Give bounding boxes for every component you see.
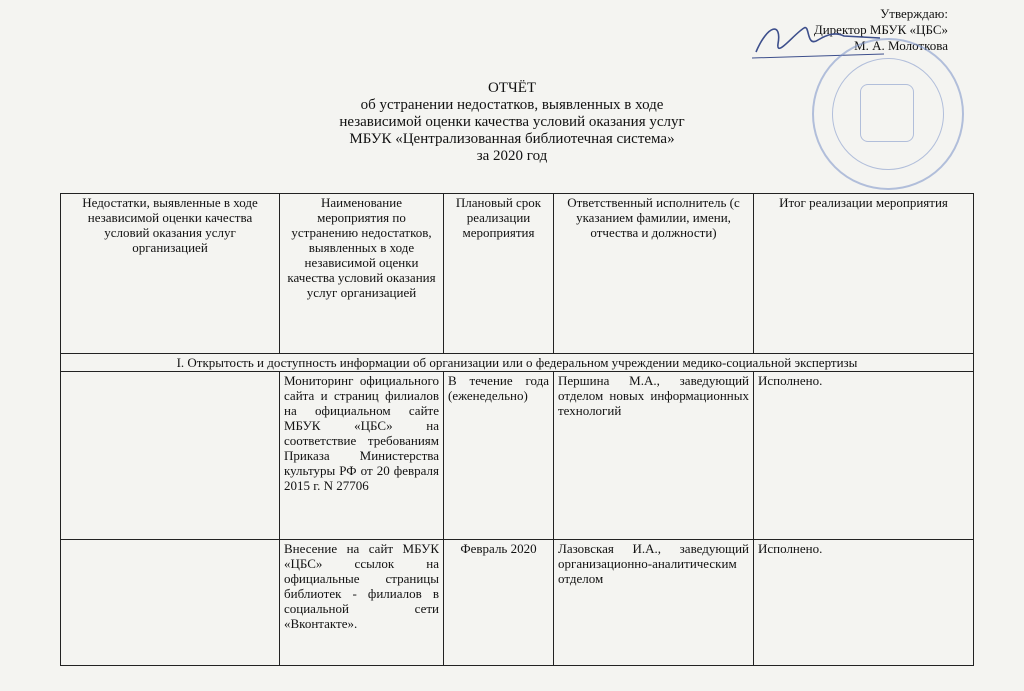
cell-measure: Внесение на сайт МБУК «ЦБС» ссылок на официальные страницы библиотек - филиалов в социальной сети «Вконтакте». — [280, 540, 444, 666]
cell-deadline: В течение года (еженедельно) — [444, 372, 554, 540]
approval-name: М. А. Молоткова — [854, 38, 948, 53]
cell-deadline: Февраль 2020 — [444, 540, 554, 666]
section-row — [61, 354, 974, 372]
cell-deficiency — [61, 540, 280, 666]
approval-line: Утверждаю: — [880, 6, 948, 21]
table-header-row — [61, 194, 974, 354]
cell-result: Исполнено. — [754, 372, 974, 540]
column-header: Плановый срок реализации мероприятия — [444, 194, 554, 354]
table-row — [61, 372, 974, 540]
title-line: за 2020 год — [476, 148, 548, 164]
column-header: Итог реализации мероприятия — [754, 194, 974, 354]
title-line: независимой оценки качества условий оказания услуг — [339, 114, 685, 130]
title-line: ОТЧЁТ — [487, 80, 537, 96]
report-table — [60, 193, 974, 666]
cell-responsible: Лазовская И.А., заведующий организационно-аналитическим отделом — [554, 540, 754, 666]
cell-responsible: Першина М.А., заведующий отделом новых информационных технологий — [554, 372, 754, 540]
column-header: Недостатки, выявленные в ходе независимой оценки качества условий оказания услуг организацией — [61, 194, 280, 354]
column-header: Наименование мероприятия по устранению недостатков, выявленных в ходе независимой оценки качества условий оказания услуг организацией — [280, 194, 444, 354]
cell-result: Исполнено. — [754, 540, 974, 666]
report-title — [0, 80, 1024, 165]
cell-measure: Мониторинг официального сайта и страниц филиалов на официальном сайте МБУК «ЦБС» на соответствие требованиям Приказа Министерства культуры РФ от 20 февраля 2015 г. N 27706 — [280, 372, 444, 540]
column-header: Ответственный исполнитель (с указанием фамилии, имени, отчества и должности) — [554, 194, 754, 354]
approval-director: Директор МБУК «ЦБС» — [813, 22, 948, 37]
section-title: I. Открытость и доступность информации об организации или о федеральном учреждении медико-социальной экспертизы — [61, 354, 974, 372]
cell-deficiency — [61, 372, 280, 540]
table-row — [61, 540, 974, 666]
title-line: МБУК «Централизованная библиотечная система» — [349, 131, 675, 147]
title-line: об устранении недостатков, выявленных в ходе — [360, 97, 664, 113]
